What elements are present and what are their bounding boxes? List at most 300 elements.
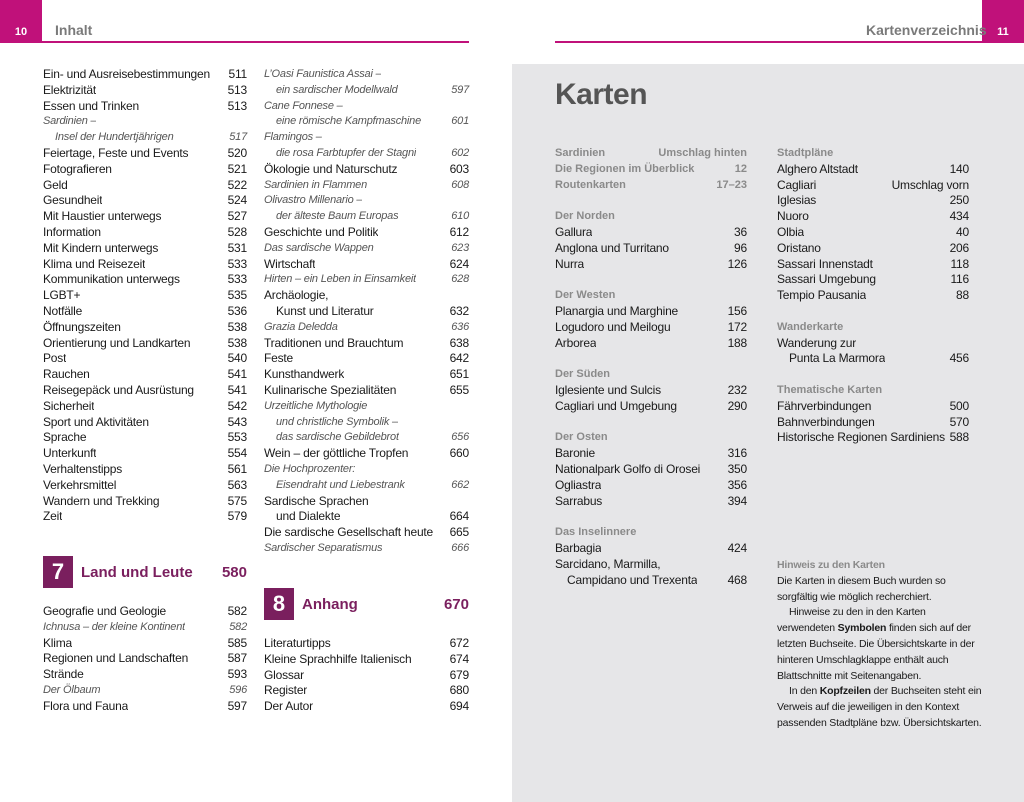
toc-entry[interactable]: [264, 209, 469, 225]
toc-entry[interactable]: [264, 668, 469, 684]
map-entry[interactable]: [777, 399, 969, 415]
toc-entry[interactable]: [264, 683, 469, 699]
toc-entry[interactable]: [264, 541, 469, 557]
chapter-8-heading[interactable]: [264, 588, 469, 620]
map-entry-label: Wanderung zur: [777, 335, 856, 350]
map-entry-label: Planargia und Marghine: [555, 303, 679, 318]
map-entry[interactable]: [555, 336, 747, 352]
map-entry-label: Campidano und Trexenta: [567, 572, 698, 587]
map-entry[interactable]: [777, 257, 969, 273]
toc-entry-page: 524: [227, 193, 247, 208]
toc-entry[interactable]: [264, 415, 469, 431]
toc-entry[interactable]: [264, 509, 469, 525]
toc-entry-label: Kleine Sprachhilfe Italienisch: [264, 651, 412, 666]
toc-entry-label: Kulinarische Spezialitäten: [264, 382, 397, 397]
map-entry-page: 172: [727, 319, 747, 334]
toc-entry[interactable]: [264, 494, 469, 510]
map-entry[interactable]: [777, 162, 969, 178]
toc-entry-page: 632: [449, 303, 469, 318]
map-entry[interactable]: [777, 336, 969, 352]
toc-entry[interactable]: [43, 209, 247, 225]
toc-entry[interactable]: [43, 383, 247, 399]
map-entry-label: Fährverbindungen: [777, 398, 872, 413]
map-entry[interactable]: [555, 462, 747, 478]
map-section-heading: Wanderkarte: [777, 320, 844, 333]
map-entry-page: 232: [727, 382, 747, 397]
toc-entry-page: 597: [227, 698, 247, 713]
toc-entry[interactable]: [43, 83, 247, 99]
toc-entry-label: Flamingos –: [264, 131, 322, 144]
toc-entry[interactable]: [43, 304, 247, 320]
toc-entry[interactable]: [264, 67, 469, 83]
toc-entry[interactable]: [264, 336, 469, 352]
map-entry-label: Gallura: [555, 224, 593, 239]
maps-hint: [777, 558, 982, 732]
toc-entry[interactable]: [264, 146, 469, 162]
map-entry[interactable]: [555, 541, 747, 557]
map-entry-page: 188: [727, 335, 747, 350]
toc-entry[interactable]: [43, 699, 247, 715]
toc-entry[interactable]: [43, 225, 247, 241]
hint-text: In den: [789, 685, 820, 698]
toc-entry-label: Hirten – ein Leben in Einsamkeit: [264, 273, 416, 286]
toc-entry[interactable]: [43, 99, 247, 115]
toc-entry-page: 665: [449, 525, 469, 540]
toc-entry[interactable]: [43, 114, 247, 130]
toc-entry[interactable]: [264, 525, 469, 541]
toc-entry[interactable]: [43, 415, 247, 431]
toc-entry[interactable]: [43, 67, 247, 83]
toc-entry-page: 694: [449, 699, 469, 714]
header-title-left: Inhalt: [55, 22, 93, 38]
toc-entry-label: Glossar: [264, 667, 304, 682]
toc-entry-page: 587: [227, 651, 247, 666]
toc-entry[interactable]: [43, 683, 247, 699]
toc-entry-label: Sport und Aktivitäten: [43, 414, 149, 429]
chapter-page: 580: [221, 563, 247, 581]
toc-entry-label: Eisendraht und Liebestrank: [276, 478, 405, 491]
map-entry[interactable]: [777, 209, 969, 225]
chapter-number: 8: [264, 588, 294, 620]
map-overview-entry[interactable]: [555, 146, 747, 162]
map-entry-label: Bahnverbindungen: [777, 414, 875, 429]
toc-entry-page: 636: [451, 320, 469, 333]
map-entry-page: 434: [949, 209, 969, 224]
toc-entry-label: Gesundheit: [43, 193, 103, 208]
toc-entry[interactable]: [264, 241, 469, 257]
toc-entry-label: Orientierung und Landkarten: [43, 335, 191, 350]
header-rule-right: [555, 41, 982, 43]
toc-entry-page: 680: [449, 683, 469, 698]
toc-entry-label: Unterkunft: [43, 446, 97, 461]
toc-entry-label: Ökologie und Naturschutz: [264, 161, 398, 176]
toc-entry-label: Verhaltenstipps: [43, 461, 123, 476]
toc-entry-label: Literaturtipps: [264, 636, 331, 650]
toc-entry-label: ein sardischer Modellwald: [276, 83, 398, 96]
toc-entry[interactable]: [43, 604, 247, 620]
toc-entry-label: Urzeitliche Mythologie: [264, 399, 368, 412]
toc-entry-page: 602: [451, 146, 469, 159]
map-entry[interactable]: [555, 478, 747, 494]
toc-entry-label: und Dialekte: [276, 509, 341, 524]
spacer: [555, 351, 747, 367]
toc-entry[interactable]: [43, 636, 247, 652]
toc-entry-page: 651: [449, 367, 469, 382]
toc-entry-label: Wirtschaft: [264, 256, 316, 271]
map-entry[interactable]: [777, 193, 969, 209]
hint-paragraph-3: [777, 684, 982, 731]
toc-entry[interactable]: [43, 336, 247, 352]
toc-entry-label: Fotografieren: [43, 161, 112, 176]
toc-entry[interactable]: [43, 320, 247, 336]
toc-entry-label: Cane Fonnese –: [264, 99, 343, 112]
spacer: [777, 367, 969, 383]
map-entry-label: Nuoro: [777, 209, 809, 224]
toc-entry[interactable]: [264, 478, 469, 494]
toc-entry-page: 666: [451, 541, 469, 554]
map-entry-page: 96: [734, 240, 747, 255]
toc-entry[interactable]: [43, 430, 247, 446]
toc-entry-label: Feste: [264, 351, 294, 366]
toc-entry[interactable]: [43, 241, 247, 257]
map-entry-page: 206: [949, 240, 969, 255]
toc-entry-page: 608: [451, 178, 469, 191]
map-entry-page: 394: [727, 493, 747, 508]
toc-entry-label: LGBT+: [43, 288, 81, 303]
toc-entry[interactable]: [43, 162, 247, 178]
toc-entry-label: Sardischer Separatismus: [264, 541, 383, 554]
map-entry-label: Baronie: [555, 446, 595, 461]
toc-entry-label: Öffnungszeiten: [43, 319, 121, 334]
toc-entry[interactable]: [43, 288, 247, 304]
map-entry-page: 12: [734, 162, 747, 175]
map-entry-label: Logudoro und Meilogu: [555, 319, 671, 334]
toc-entry-label: Kunsthandwerk: [264, 367, 345, 382]
map-entry[interactable]: [555, 225, 747, 241]
hint-paragraph-1: Die Karten in diesem Buch wurden so sorgfältig wie möglich recherchiert.: [777, 574, 946, 603]
map-entry-label: Sarrabus: [555, 493, 603, 508]
toc-entry[interactable]: [264, 272, 469, 288]
toc-entry-page: 582: [229, 620, 247, 633]
maps-column-1: [555, 146, 747, 588]
toc-entry-label: Sardische Sprachen: [264, 493, 369, 508]
toc-entry-page: 575: [227, 493, 247, 508]
toc-entry-label: Der Autor: [264, 699, 313, 714]
toc-entry-label: Mit Kindern unterwegs: [43, 240, 159, 255]
map-entry[interactable]: [555, 257, 747, 273]
toc-entry-page: 541: [227, 367, 247, 382]
map-entry[interactable]: [777, 415, 969, 431]
toc-entry[interactable]: [43, 351, 247, 367]
toc-entry-label: Geschichte und Politik: [264, 224, 379, 239]
toc-entry-page: 579: [227, 509, 247, 524]
map-entry-page: 500: [949, 398, 969, 413]
toc-entry-page: 601: [451, 115, 469, 128]
toc-entry-page: 513: [227, 82, 247, 97]
toc-entry-page: 655: [449, 382, 469, 397]
map-entry-page: 350: [727, 461, 747, 476]
toc-entry-page: 642: [449, 351, 469, 366]
toc-entry-label: Klima: [43, 635, 73, 650]
map-entry-page: Umschlag hinten: [658, 147, 747, 159]
toc-entry-page: 585: [227, 635, 247, 650]
spacer: [555, 415, 747, 431]
map-entry-page: 118: [950, 256, 969, 271]
toc-entry[interactable]: [264, 99, 469, 115]
toc-entry[interactable]: [264, 162, 469, 178]
toc-entry[interactable]: [264, 351, 469, 367]
map-entry[interactable]: [777, 272, 969, 288]
toc-entry-page: 662: [451, 478, 469, 491]
map-entry-label: Iglesias: [777, 193, 817, 208]
toc-entry-page: 527: [227, 209, 247, 224]
toc-entry-label: Feiertage, Feste und Events: [43, 145, 189, 160]
toc-entry[interactable]: [43, 146, 247, 162]
chapter-7-heading[interactable]: [43, 556, 247, 588]
spacer: [555, 193, 747, 209]
toc-entry-label: Klima und Reisezeit: [43, 256, 146, 271]
toc-entry[interactable]: [43, 367, 247, 383]
toc-entry[interactable]: [43, 667, 247, 683]
toc-entry[interactable]: [264, 225, 469, 241]
toc-entry-page: 624: [449, 256, 469, 271]
toc-entry[interactable]: [43, 130, 247, 146]
map-entry-page: 570: [949, 414, 969, 429]
toc-entry-page: 533: [227, 272, 247, 287]
toc-column-1: [43, 67, 247, 525]
map-entry[interactable]: [555, 573, 747, 589]
map-entry[interactable]: [555, 399, 747, 415]
toc-entry-label: das sardische Gebildebrot: [276, 431, 399, 444]
map-entry-page: 588: [949, 430, 969, 445]
toc-entry[interactable]: [264, 652, 469, 668]
map-entry-label: Sarcidano, Marmilla,: [555, 556, 661, 571]
map-entry-page: 356: [727, 477, 747, 492]
map-entry[interactable]: [555, 241, 747, 257]
toc-entry[interactable]: [264, 699, 469, 715]
spacer: [555, 509, 747, 525]
toc-entry-page: 603: [449, 161, 469, 176]
toc-entry[interactable]: [264, 193, 469, 209]
toc-entry[interactable]: [43, 620, 247, 636]
toc-entry-label: Ichnusa – der kleine Kontinent: [43, 620, 185, 633]
toc-entry-page: 623: [451, 241, 469, 254]
map-section-heading: Stadtpläne: [777, 147, 834, 159]
toc-entry-label: Zeit: [43, 509, 63, 524]
toc-entry[interactable]: [264, 114, 469, 130]
toc-entry-page: 522: [227, 177, 247, 192]
toc-entry[interactable]: [43, 193, 247, 209]
toc-entry-page: 553: [227, 430, 247, 445]
toc-entry[interactable]: [43, 509, 247, 525]
map-entry[interactable]: [777, 351, 969, 367]
toc-entry[interactable]: [264, 288, 469, 304]
toc-entry-page: 520: [227, 145, 247, 160]
toc-entry[interactable]: [264, 399, 469, 415]
toc-entry-label: Notfälle: [43, 303, 83, 318]
toc-column-1-chapter7: [43, 604, 247, 715]
toc-entry[interactable]: [264, 304, 469, 320]
toc-entry-page: 533: [227, 256, 247, 271]
map-entry-label: Barbagia: [555, 540, 602, 555]
toc-entry[interactable]: [264, 446, 469, 462]
toc-entry-label: Wein – der göttliche Tropfen: [264, 446, 409, 461]
toc-entry[interactable]: [264, 383, 469, 399]
toc-entry-page: 528: [227, 224, 247, 239]
toc-entry-label: Strände: [43, 667, 84, 682]
map-entry-label: Arborea: [555, 335, 597, 350]
toc-entry[interactable]: [43, 478, 247, 494]
toc-entry[interactable]: [264, 367, 469, 383]
map-entry-label: Routenkarten: [555, 178, 626, 191]
toc-entry-page: 612: [449, 224, 469, 239]
toc-entry-label: Geld: [43, 177, 68, 192]
map-entry[interactable]: [777, 241, 969, 257]
map-entry-page: 88: [956, 288, 969, 303]
map-entry-page: 140: [949, 161, 969, 176]
map-entry-label: Cagliari: [777, 177, 817, 192]
toc-entry[interactable]: [43, 494, 247, 510]
toc-entry-label: der älteste Baum Europas: [276, 210, 399, 223]
toc-entry-page: 674: [449, 651, 469, 666]
map-entry[interactable]: [777, 288, 969, 304]
map-entry-label: Historische Regionen Sardiniens: [777, 430, 945, 445]
toc-entry[interactable]: [43, 462, 247, 478]
toc-entry[interactable]: [264, 320, 469, 336]
map-section-heading: Der Westen: [555, 289, 616, 302]
toc-entry-label: Information: [43, 224, 101, 239]
toc-entry-label: Die sardische Gesellschaft heute: [264, 525, 434, 540]
map-entry-page: 40: [956, 224, 969, 239]
toc-entry[interactable]: [264, 430, 469, 446]
toc-entry-label: Rauchen: [43, 367, 90, 382]
map-entry-label: Sardinien: [555, 147, 606, 159]
toc-entry-label: eine römische Kampfmaschine: [276, 115, 422, 128]
map-entry[interactable]: [555, 446, 747, 462]
toc-entry[interactable]: [43, 272, 247, 288]
toc-entry-label: Register: [264, 683, 308, 698]
toc-entry-label: Sicherheit: [43, 398, 95, 413]
map-entry-label: Alghero Altstadt: [777, 161, 858, 176]
map-entry-page: 116: [950, 272, 969, 287]
spacer: [777, 304, 969, 320]
toc-entry-label: die rosa Farbtupfer der Stagni: [276, 146, 417, 159]
hint-text: der Buchseiten steht ein Verweis auf die jeweiligen in den Kontext passenden Stadtpläne bzw. Übersichtskarten.: [777, 685, 982, 729]
toc-entry-label: Olivastro Millenario –: [264, 194, 363, 207]
spacer: [555, 272, 747, 288]
toc-entry-page: 511: [228, 67, 247, 81]
toc-entry-page: 672: [449, 636, 469, 650]
map-section-heading: Der Süden: [555, 368, 611, 381]
toc-entry-page: 628: [451, 273, 469, 286]
toc-entry[interactable]: [264, 178, 469, 194]
toc-entry[interactable]: [264, 636, 469, 652]
toc-entry-label: Mit Haustier unterwegs: [43, 209, 162, 224]
toc-entry-label: Geografie und Geologie: [43, 604, 167, 618]
map-entry[interactable]: [777, 225, 969, 241]
toc-entry-page: 638: [449, 335, 469, 350]
map-entry-label: Nationalpark Golfo di Orosei: [555, 461, 701, 476]
toc-entry-label: Kommunikation unterwegs: [43, 272, 180, 287]
toc-entry[interactable]: [264, 130, 469, 146]
map-entry-label: Anglona und Turritano: [555, 240, 669, 255]
toc-entry[interactable]: [43, 178, 247, 194]
toc-entry[interactable]: [264, 257, 469, 273]
toc-entry-page: 541: [227, 382, 247, 397]
map-entry-label: Iglesiente und Sulcis: [555, 382, 661, 397]
chapter-page: 670: [443, 595, 469, 613]
hint-bold-kopfzeilen: Kopfzeilen: [819, 685, 871, 698]
map-entry-page: 250: [949, 193, 969, 208]
toc-entry-label: L’Oasi Faunistica Assai –: [264, 68, 382, 80]
chapter-title: Anhang: [302, 595, 358, 613]
toc-entry-label: Sprache: [43, 430, 87, 445]
map-entry-label: Olbia: [777, 224, 805, 239]
map-overview-entry[interactable]: [555, 162, 747, 178]
toc-entry[interactable]: [43, 399, 247, 415]
map-entry-page: 156: [727, 303, 747, 318]
map-entry-page: 36: [734, 224, 747, 239]
map-section-heading: Das Inselinnere: [555, 526, 637, 539]
hint-text: Hinweise zu den in den Karten verwendeten: [777, 606, 926, 635]
toc-entry-page: 517: [229, 131, 247, 144]
toc-entry-label: Ein- und Ausreisebestimmungen: [43, 67, 210, 81]
page-number-left: 10: [0, 0, 42, 43]
toc-entry-page: 513: [227, 98, 247, 113]
toc-entry-label: und christliche Symbolik –: [276, 415, 398, 428]
map-entry[interactable]: [555, 383, 747, 399]
map-entry[interactable]: [555, 557, 747, 573]
map-entry[interactable]: [555, 494, 747, 510]
chapter-number: 7: [43, 556, 73, 588]
hint-title: Hinweis zu den Karten: [777, 559, 885, 571]
map-section-heading: Der Osten: [555, 431, 608, 444]
map-section-heading: Der Norden: [555, 210, 615, 223]
map-entry-label: Punta La Marmora: [789, 351, 886, 366]
toc-entry-page: 531: [227, 240, 247, 255]
map-entry[interactable]: [555, 304, 747, 320]
toc-entry-label: Wandern und Trekking: [43, 493, 160, 508]
toc-entry[interactable]: [264, 83, 469, 99]
toc-entry-label: Traditionen und Brauchtum: [264, 335, 404, 350]
toc-entry[interactable]: [43, 446, 247, 462]
toc-entry-label: Grazia Deledda: [264, 320, 338, 333]
map-entry-label: Die Regionen im Überblick: [555, 162, 695, 175]
toc-entry-label: Essen und Trinken: [43, 98, 139, 113]
toc-entry[interactable]: [264, 462, 469, 478]
toc-entry-page: 542: [227, 398, 247, 413]
map-entry[interactable]: [777, 430, 969, 446]
toc-entry-label: Das sardische Wappen: [264, 241, 374, 254]
toc-entry-page: 582: [227, 604, 247, 618]
toc-entry-page: 660: [449, 446, 469, 461]
toc-entry-page: 540: [227, 351, 247, 366]
toc-entry-page: 596: [229, 683, 247, 696]
map-entry[interactable]: [777, 178, 969, 194]
toc-entry-page: 679: [449, 667, 469, 682]
map-overview-entry[interactable]: [555, 178, 747, 194]
toc-entry-label: Elektrizität: [43, 82, 96, 97]
maps-heading: Karten: [555, 78, 648, 111]
header-rule-left: [42, 41, 469, 43]
toc-entry[interactable]: [43, 257, 247, 273]
map-entry-page: 424: [727, 540, 747, 555]
toc-entry-label: Regionen und Landschaften: [43, 651, 189, 666]
map-entry-page: 290: [727, 398, 747, 413]
toc-entry[interactable]: [43, 651, 247, 667]
map-entry[interactable]: [555, 320, 747, 336]
toc-entry-label: Verkehrsmittel: [43, 477, 117, 492]
